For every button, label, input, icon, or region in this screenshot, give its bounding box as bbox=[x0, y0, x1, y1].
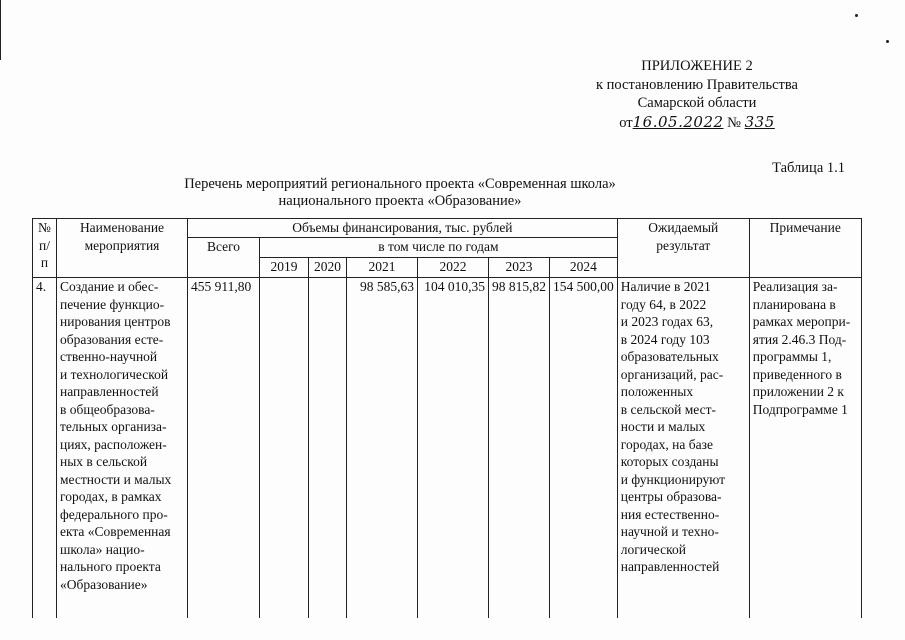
date-prefix: от bbox=[619, 114, 633, 131]
header-total: Всего bbox=[188, 238, 260, 278]
title-line-2: национального проекта «Образование» bbox=[278, 193, 522, 209]
row-note: Реализация за- планирована в рамках меропри- ятия 2.46.3 Под- программы 1, приведенного в приложении 2 к Подпрограмме 1 bbox=[749, 278, 861, 618]
header-by-years: в том числе по годам bbox=[260, 238, 618, 258]
handwritten-date: 16.05.2022 bbox=[632, 112, 724, 131]
scan-speck bbox=[886, 40, 889, 43]
annex-line-2: Самарской области bbox=[637, 95, 757, 111]
header-year: 2022 bbox=[418, 258, 489, 278]
row-num: 4. bbox=[33, 278, 57, 618]
measures-table bbox=[32, 218, 862, 618]
header-note: Примечание bbox=[749, 219, 861, 278]
header-year: 2021 bbox=[347, 258, 418, 278]
row-name: Создание и обес- печение функцио- нирования центров образования есте- ственно-научной и технологической направленностей в общеобразова- тельных организа- циях, расположен- ных в сельской местности и малых городах, в рамках федерального про- екта «Современная школа» нацио- нального проекта «Образование» bbox=[57, 278, 188, 618]
row-total: 455 911,80 bbox=[188, 278, 260, 618]
annex-title: ПРИЛОЖЕНИЕ 2 bbox=[641, 58, 753, 74]
table-row bbox=[33, 278, 862, 618]
header-num: № п/п bbox=[33, 219, 57, 278]
row-2020 bbox=[309, 278, 347, 618]
row-2024: 154 500,00 bbox=[550, 278, 618, 618]
header-year: 2023 bbox=[489, 258, 550, 278]
document-title bbox=[120, 176, 680, 210]
header-name: Наименование мероприятия bbox=[57, 219, 188, 278]
row-2021: 98 585,63 bbox=[347, 278, 418, 618]
header-funding: Объемы финансирования, тыс. рублей bbox=[188, 219, 618, 238]
table-label: Таблица 1.1 bbox=[772, 160, 845, 176]
handwritten-number: 335 bbox=[744, 112, 775, 131]
annex-date-line bbox=[567, 113, 827, 133]
title-line-1: Перечень мероприятий регионального проекта «Современная школа» bbox=[184, 176, 616, 192]
row-2019 bbox=[260, 278, 309, 618]
annex-header bbox=[567, 57, 827, 132]
header-result: Ожидаемый результат bbox=[617, 219, 749, 278]
row-2023: 98 815,82 bbox=[489, 278, 550, 618]
number-prefix: № bbox=[727, 114, 741, 131]
row-2022: 104 010,35 bbox=[418, 278, 489, 618]
header-year: 2019 bbox=[260, 258, 309, 278]
scan-edge-line bbox=[0, 0, 1, 60]
row-result: Наличие в 2021 году 64, в 2022 и 2023 годах 63, в 2024 году 103 образовательных организаций, рас- положенных в сельской мест- ности и малых городах, на базе которых созданы и функционируют центры образова- ния естественно- научной и техно- логической направленностей bbox=[617, 278, 749, 618]
header-year: 2020 bbox=[309, 258, 347, 278]
annex-line-1: к постановлению Правительства bbox=[596, 76, 798, 93]
scan-speck bbox=[855, 14, 858, 17]
header-year: 2024 bbox=[550, 258, 618, 278]
